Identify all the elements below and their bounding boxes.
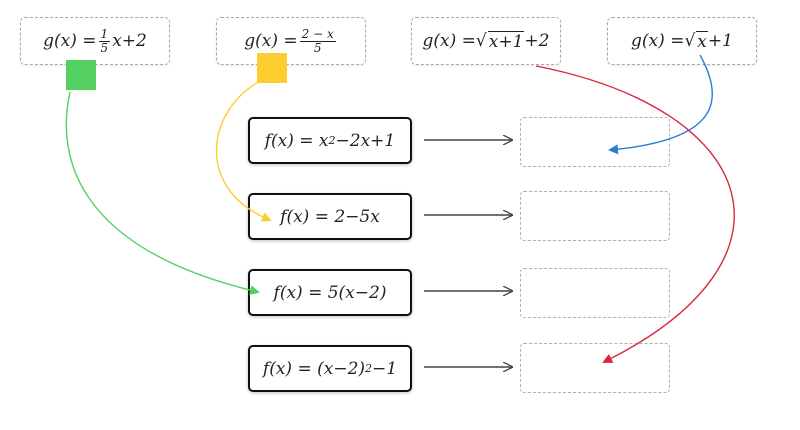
g-tile-3-prefix: g(x) = <box>422 31 476 51</box>
g-tile-2[interactable] <box>216 17 366 65</box>
g-tile-2-denominator: 5 <box>313 40 322 55</box>
f-box-1 <box>248 117 412 164</box>
f-box-4-text: f(x) = (x−2) <box>262 358 366 379</box>
g-tile-1[interactable] <box>20 17 170 65</box>
g-tile-4-radical-sign: √ <box>684 31 696 51</box>
g-tile-1-numerator: 1 <box>100 26 109 41</box>
g-tile-1-prefix: g(x) = <box>43 31 97 51</box>
g-tile-3-radicand: x+1 <box>488 31 524 52</box>
g-tile-3-suffix: +2 <box>524 31 550 51</box>
f-box-1-text-2: −2x+1 <box>335 130 396 151</box>
g-tile-1-suffix: x+2 <box>112 31 147 51</box>
g-tile-4-suffix: +1 <box>707 31 733 51</box>
g-tile-3[interactable] <box>411 17 561 65</box>
drop-target-3[interactable] <box>520 268 670 318</box>
f-box-1-exponent: 2 <box>328 134 336 147</box>
drop-target-1[interactable] <box>520 117 670 167</box>
f-box-4-text-2: −1 <box>372 358 398 379</box>
drop-target-4[interactable] <box>520 343 670 393</box>
f-box-2-text: f(x) = 2−5x <box>280 206 380 227</box>
f-box-3-text: f(x) = 5(x−2) <box>273 282 387 303</box>
f-box-2 <box>248 193 412 240</box>
g-tile-3-radical-sign: √ <box>475 31 487 51</box>
g-tile-1-fraction <box>99 28 111 55</box>
green-marker-square <box>66 60 96 90</box>
g-tile-2-numerator: 2 − x <box>301 26 334 41</box>
green-drag-path <box>66 92 258 292</box>
g-tile-2-fraction <box>300 28 336 55</box>
drop-target-2[interactable] <box>520 191 670 241</box>
f-box-4-exponent: 2 <box>365 362 373 375</box>
yellow-marker-square <box>257 53 287 83</box>
f-box-1-text: f(x) = x <box>264 130 329 151</box>
g-tile-4-radicand: x <box>697 31 707 52</box>
g-tile-4-prefix: g(x) = <box>631 31 685 51</box>
f-box-4 <box>248 345 412 392</box>
g-tile-1-denominator: 5 <box>100 40 109 55</box>
f-box-3 <box>248 269 412 316</box>
g-tile-4[interactable] <box>607 17 757 65</box>
g-tile-2-prefix: g(x) = <box>244 31 298 51</box>
